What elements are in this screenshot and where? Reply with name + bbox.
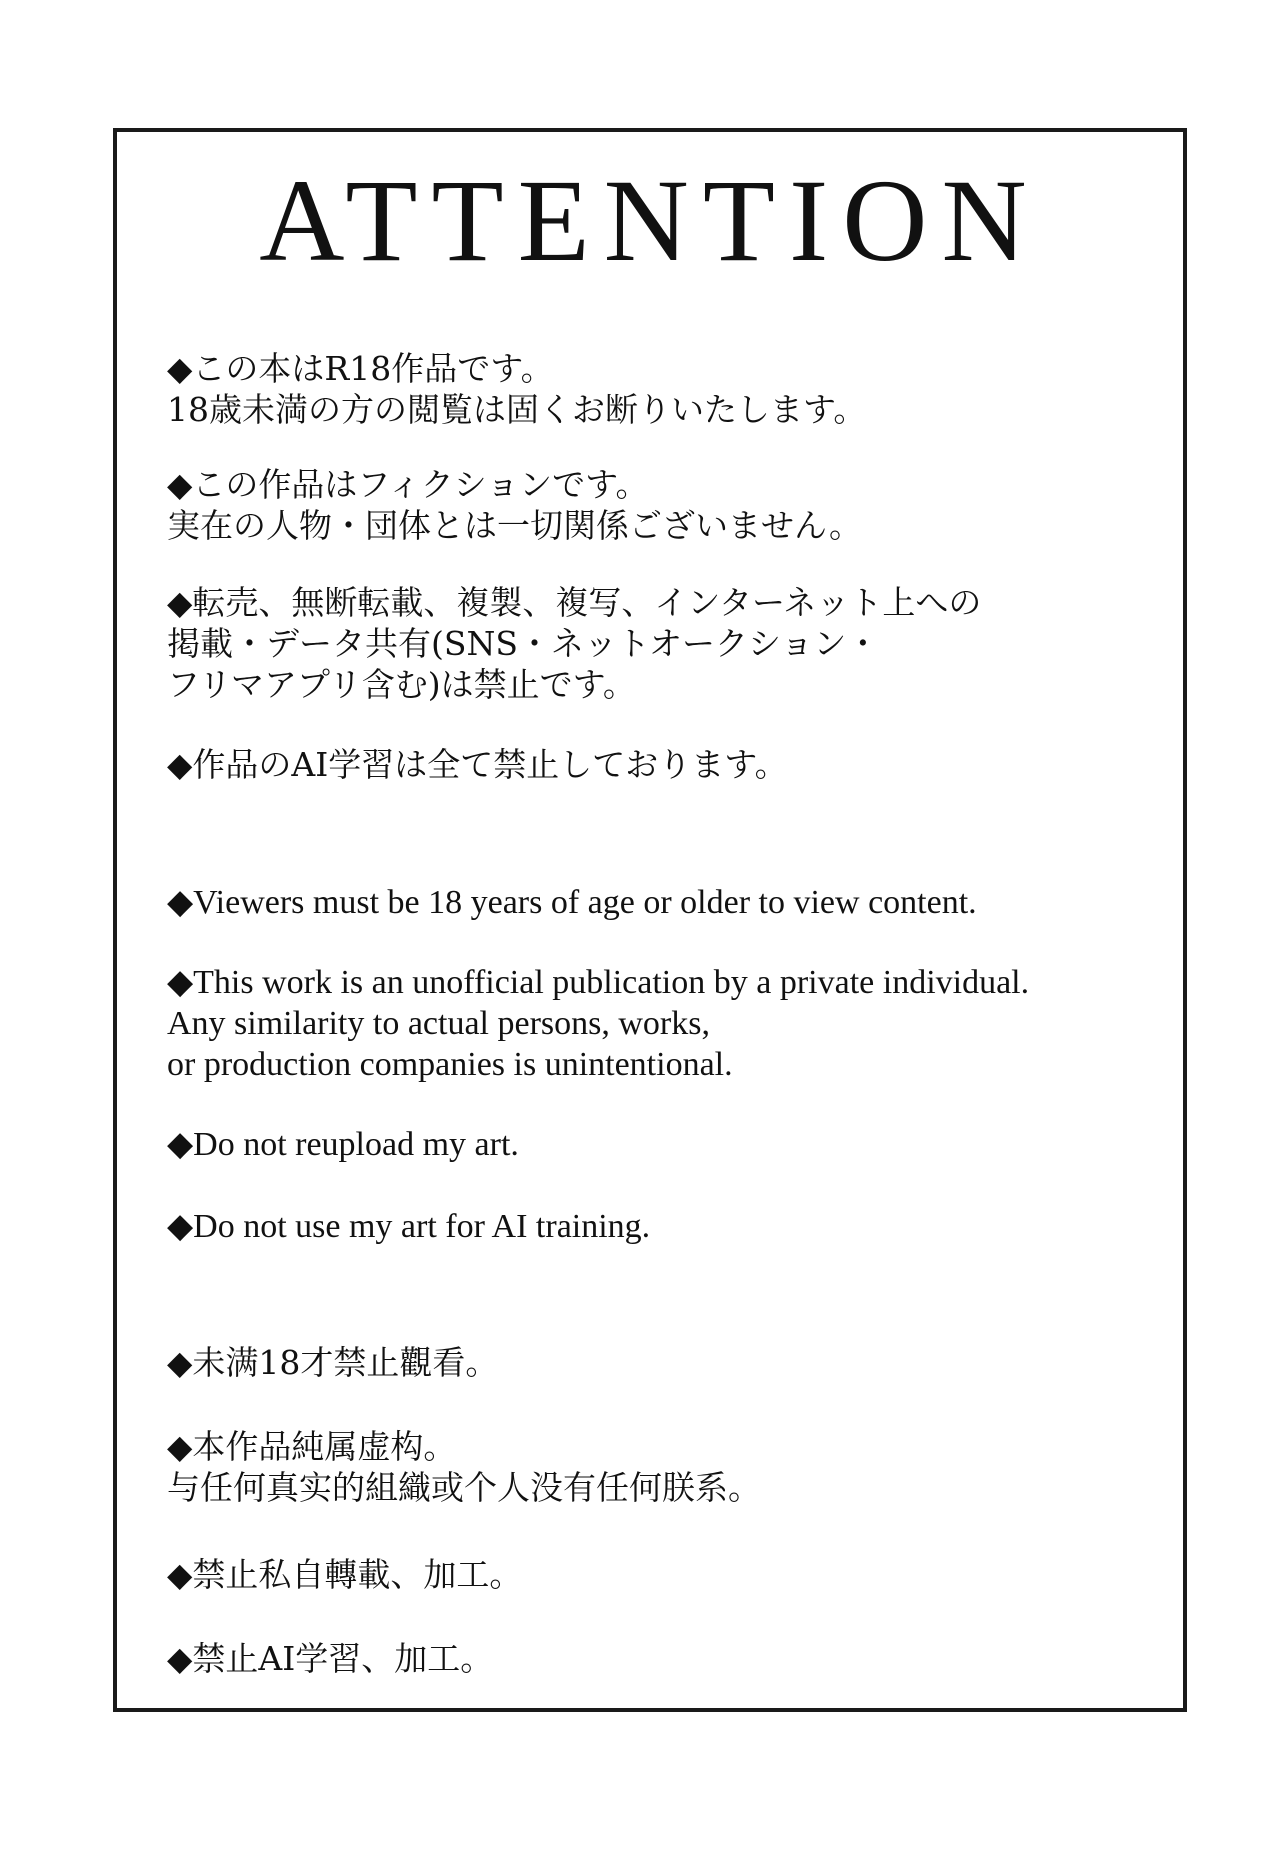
notice-line: フリマアプリ含む)は禁止です。 [167, 665, 636, 704]
notice-line: 掲載・データ共有(SNS・ネットオークション・ [167, 624, 880, 663]
notice-zh-fiction [167, 1426, 1163, 1508]
notice-en-no-ai [167, 1206, 1163, 1247]
notice-line: ◆禁止AI学習、加工。 [167, 1639, 494, 1678]
notice-ja-fiction [167, 464, 1163, 546]
notice-line: 18歳未満の方の閲覧は固くお断りいたします。 [167, 390, 867, 429]
notice-ja-no-resale [167, 582, 1163, 705]
page-title: ATTENTION [259, 155, 1041, 286]
notice-line: ◆Do not use my art for AI training. [167, 1208, 651, 1245]
notice-line: ◆作品のAI学習は全て禁止しております。 [167, 745, 788, 784]
notice-line: ◆This work is an unofficial publication by a private individual. [167, 964, 1030, 1001]
attention-frame [113, 128, 1187, 1712]
notice-en-unofficial [167, 962, 1163, 1085]
notice-zh-age [167, 1342, 1163, 1383]
notice-en-no-reupload [167, 1124, 1163, 1165]
notice-line: ◆転売、無断転載、複製、複写、インターネット上への [167, 583, 982, 622]
notice-en-age [167, 882, 1163, 923]
notice-line: ◆この作品はフィクションです。 [167, 465, 649, 504]
notice-line: 与任何真实的組織或个人没有任何朕系。 [167, 1468, 761, 1507]
notice-line: ◆本作品純属虚构。 [167, 1427, 457, 1466]
notice-line: ◆Do not reupload my art. [167, 1126, 519, 1163]
notice-ja-no-ai [167, 744, 1163, 785]
notice-zh-no-ai [167, 1638, 1163, 1679]
notice-line: ◆Viewers must be 18 years of age or older to view content. [167, 884, 977, 921]
notice-line: ◆未满18才禁止觀看。 [167, 1343, 499, 1382]
notice-zh-no-repost [167, 1554, 1163, 1595]
notice-line: 実在の人物・団体とは一切関係ございません。 [167, 506, 862, 545]
notice-line: Any similarity to actual persons, works, [167, 1005, 710, 1042]
notice-line: ◆禁止私自轉載、加工。 [167, 1555, 523, 1594]
notice-line: ◆この本はR18作品です。 [167, 349, 554, 388]
notice-ja-r18 [167, 348, 1163, 430]
notice-line: or production companies is unintentional. [167, 1046, 733, 1083]
